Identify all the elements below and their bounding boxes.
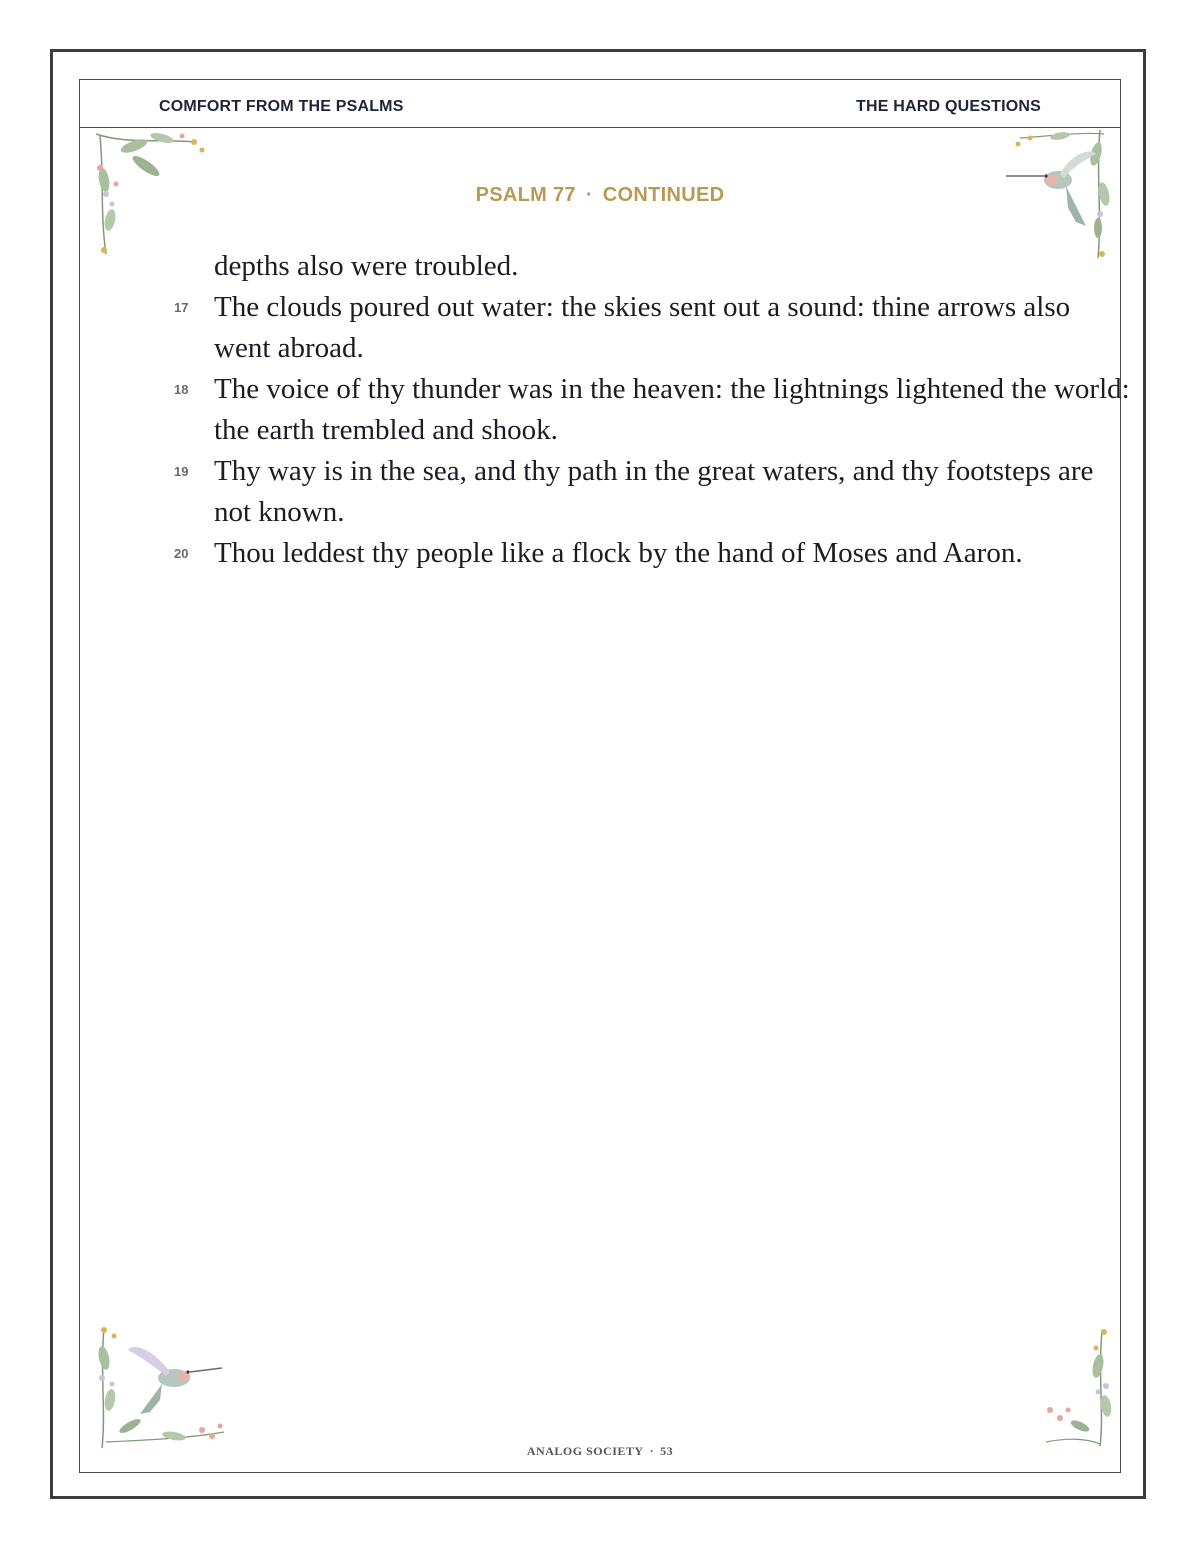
- hummingbird-corner-bottom-left-icon: [90, 1322, 230, 1454]
- verse-number: 20: [174, 546, 189, 561]
- verse-number: 18: [174, 382, 189, 397]
- verse-number: 17: [174, 300, 189, 315]
- verse-text: The voice of thy thunder was in the heaven: the lightnings lightened the world: the earth trembled and shook.: [214, 373, 1130, 446]
- page-footer: [0, 1444, 1200, 1459]
- running-head-left: COMFORT FROM THE PSALMS: [159, 98, 404, 115]
- publisher-name: ANALOG SOCIETY: [526, 1444, 644, 1458]
- verse-19: [150, 451, 1130, 533]
- psalm-heading: [0, 184, 1200, 207]
- running-head-right: THE HARD QUESTIONS: [856, 98, 1041, 115]
- header-rule: [79, 127, 1121, 128]
- verse-list: [150, 246, 1130, 574]
- verse-number: 19: [174, 464, 189, 479]
- verse-text: depths also were troubled.: [214, 250, 519, 282]
- verse-17: [150, 287, 1130, 369]
- continued-label: CONTINUED: [602, 184, 725, 206]
- verse-20: [150, 533, 1130, 574]
- floral-corner-bottom-right-icon: [1036, 1326, 1116, 1452]
- verse-text: Thy way is in the sea, and thy path in the great waters, and thy footsteps are not known.: [214, 455, 1094, 528]
- verse-text: The clouds poured out water: the skies sent out a sound: thine arrows also went abroad.: [214, 291, 1071, 364]
- psalm-title: PSALM 77: [475, 184, 576, 206]
- verse-18: [150, 369, 1130, 451]
- page-number: 53: [660, 1444, 674, 1458]
- verse-text: Thou leddest thy people like a flock by the hand of Moses and Aaron.: [214, 537, 1023, 569]
- heading-separator: ·: [585, 184, 593, 206]
- footer-separator: ·: [649, 1444, 655, 1458]
- verse-continuation: [150, 246, 1130, 287]
